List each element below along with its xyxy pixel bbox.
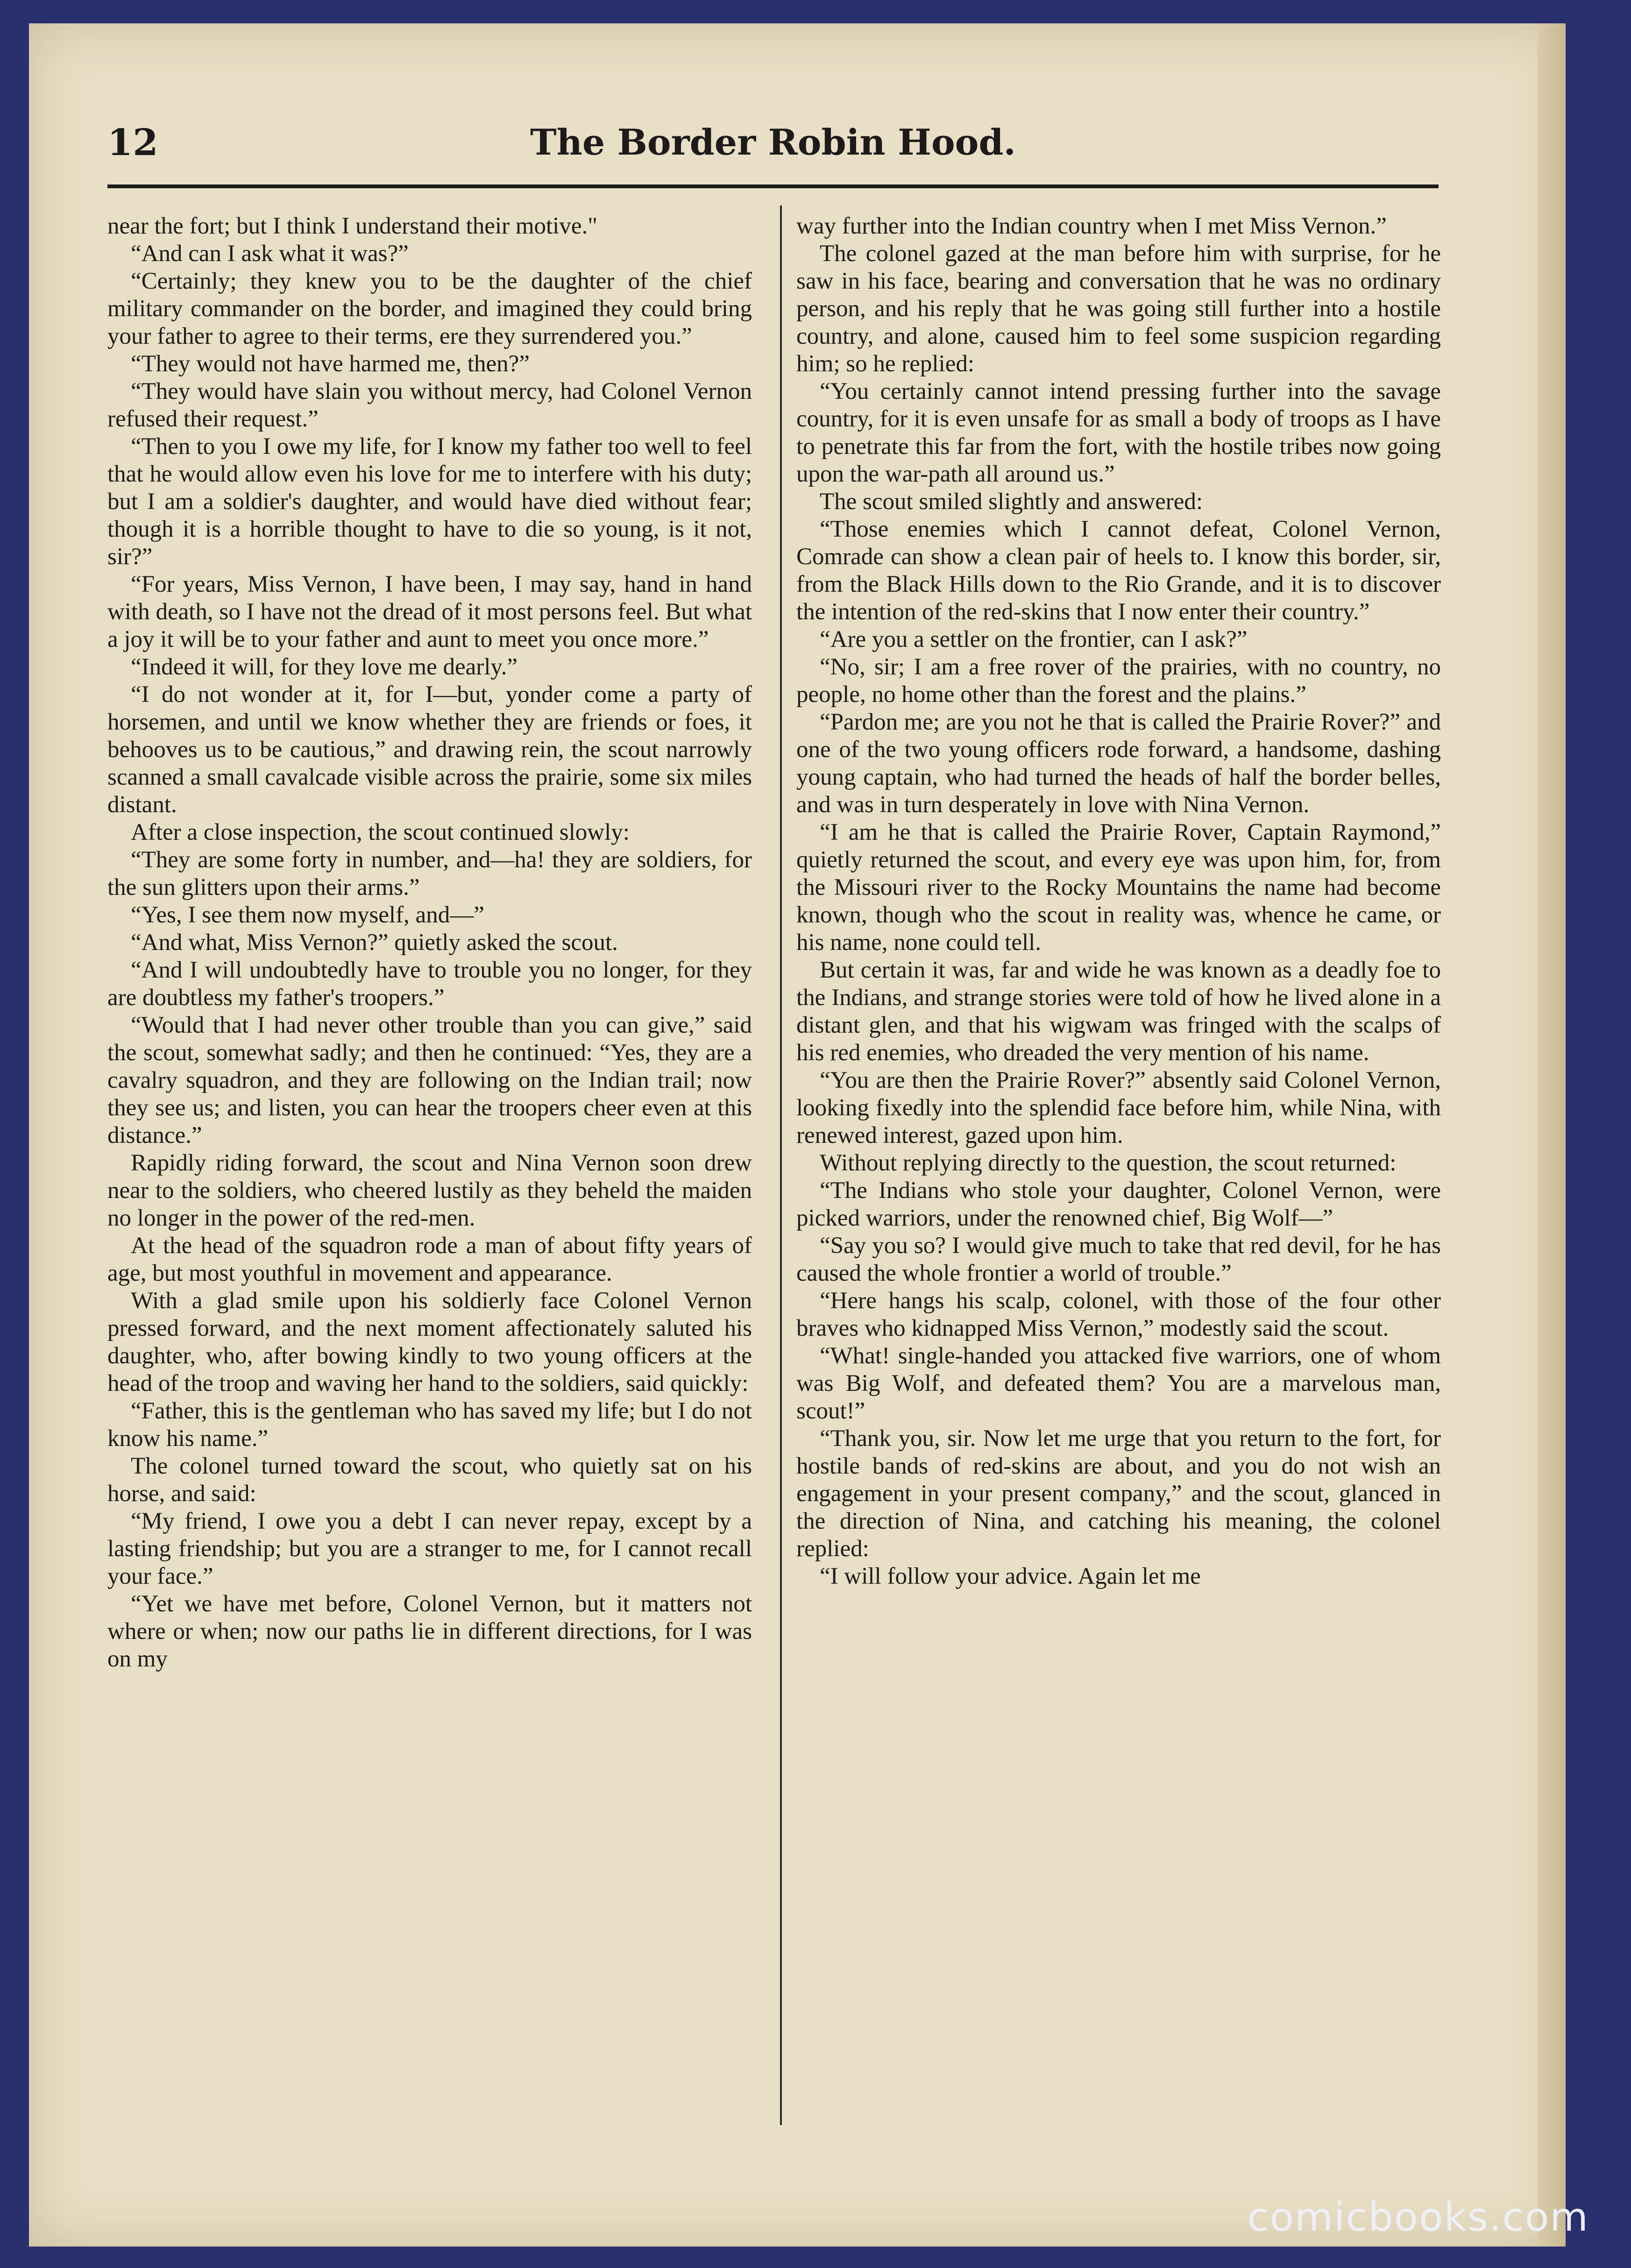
paragraph: “The Indians who stole your daughter, Colonel Vernon, were picked warriors, under the renowned chief, Big Wolf—”: [796, 1177, 1441, 1231]
paragraph: The scout smiled slightly and answered:: [820, 489, 1203, 515]
paragraph: “My friend, I owe you a debt I can never repay, except by a lasting friendship; but you are a stranger to me, for I cannot recall your face.”: [107, 1508, 752, 1589]
page-number: 12: [107, 121, 158, 164]
paragraph: “Father, this is the gentleman who has saved my life; but I do not know his name.”: [107, 1398, 752, 1452]
column-divider: [780, 206, 782, 2125]
binding-notch: [1598, 2083, 1631, 2102]
paragraph: But certain it was, far and wide he was known as a deadly foe to the Indians, and strange stories were told of how he lived alone in a distant glen, and that his wigwam was fringed with the scalps of his red enemies, who dreaded the very mention of his name.: [796, 957, 1441, 1066]
right-column: [796, 213, 1441, 2151]
paragraph: “Yes, I see them now myself, and—”: [131, 902, 484, 928]
paragraph: “Then to you I owe my life, for I know my father too well to feel that he would allow even his love for me to interfere with his duty; but I am a soldier's daughter, and would have died without fear; though it is a horrible thought to have to die so young, is it not, sir?”: [107, 433, 752, 570]
paragraph: “They are some forty in number, and—ha! they are soldiers, for the sun glitters upon their arms.”: [107, 847, 752, 900]
paragraph: “For years, Miss Vernon, I have been, I may say, hand in hand with death, so I have not the dread of it most persons feel. But what a joy it will be to your father and aunt to meet you once more.”: [107, 571, 752, 652]
page-spine-edge: [1538, 23, 1566, 2247]
binding-notch: [1598, 869, 1631, 882]
paragraph: The colonel turned toward the scout, who quietly sat on his horse, and said:: [107, 1453, 752, 1507]
paragraph: “I am he that is called the Prairie Rover, Captain Raymond,” quietly returned the scout, and every eye was upon him, for, from the Missouri river to the Rocky Mountains the name had become known, though who the scout in reality was, whence he came, or his name, none could tell.: [796, 819, 1441, 956]
left-column: [107, 213, 752, 2151]
paragraph: way further into the Indian country when I met Miss Vernon.”: [796, 213, 1387, 239]
binding-notch: [1598, 1700, 1631, 1719]
paragraph: After a close inspection, the scout continued slowly:: [131, 819, 630, 845]
paragraph: “I will follow your advice. Again let me: [820, 1563, 1201, 1589]
paragraph: “Are you a settler on the frontier, can I ask?”: [820, 626, 1248, 652]
paragraph: “And I will undoubtedly have to trouble you no longer, for they are doubtless my father's troopers.”: [107, 957, 752, 1011]
paragraph: With a glad smile upon his soldierly face Colonel Vernon pressed forward, and the next moment affectionately saluted his daughter, who, after bowing kindly to two young officers at the head of the troop and waving her hand to the soldiers, said quickly:: [107, 1288, 752, 1396]
paragraph: “Indeed it will, for they love me dearly.”: [131, 654, 518, 680]
page-header: [107, 119, 1439, 170]
paragraph: “Those enemies which I cannot defeat, Colonel Vernon, Comrade can show a clean pair of heels to. I know this border, sir, from the Black Hills down to the Rio Grande, and it is to discover the intention of the red-skins that I now enter their country.”: [796, 516, 1441, 625]
paragraph: Without replying directly to the question, the scout returned:: [820, 1150, 1397, 1176]
paragraph: “What! single-handed you attacked five warriors, one of whom was Big Wolf, and defeated them? You are a marvelous man, scout!”: [796, 1343, 1441, 1424]
header-rule: [107, 184, 1439, 188]
running-title: The Border Robin Hood.: [530, 121, 1016, 163]
binding-notch: [1598, 229, 1631, 248]
paragraph: At the head of the squadron rode a man of about fifty years of age, but most youthful in movement and appearance.: [107, 1233, 752, 1286]
paragraph: “No, sir; I am a free rover of the prairies, with no country, no people, no home other than the forest and the plains.”: [796, 654, 1441, 708]
paragraph: “Would that I had never other trouble than you can give,” said the scout, somewhat sadly; and then he continued: “Yes, they are a cavalry squadron, and they are following on the Indian trail; now they see us; and listen, you can hear the troopers cheer even at this distance.”: [107, 1012, 752, 1148]
paragraph: “I do not wonder at it, for I—but, yonder come a party of horsemen, and until we know whether they are friends or foes, it behooves us to be cautious,” and drawing rein, the scout narrowly scanned a small cavalcade visible across the prairie, some six miles distant.: [107, 681, 752, 818]
paragraph: “They would have slain you without mercy, had Colonel Vernon refused their request.”: [107, 378, 752, 432]
paragraph: “Yet we have met before, Colonel Vernon, but it matters not where or when; now our paths lie in different directions, for I was on my: [107, 1591, 752, 1672]
paragraph: “Certainly; they knew you to be the daughter of the chief military commander on the border, and imagined they could bring your father to agree to their terms, ere they surrendered you.”: [107, 268, 752, 349]
paragraph: “Here hangs his scalp, colonel, with those of the four other braves who kidnapped Miss Vernon,” modestly said the scout.: [796, 1288, 1441, 1341]
paragraph: “And what, Miss Vernon?” quietly asked the scout.: [131, 929, 618, 956]
paragraph: “Say you so? I would give much to take that red devil, for he has caused the whole frontier a world of trouble.”: [796, 1233, 1441, 1286]
paragraph: “And can I ask what it was?”: [131, 241, 409, 267]
paragraph: “Pardon me; are you not he that is called the Prairie Rover?” and one of the two young officers rode forward, a handsome, dashing young captain, who had turned the heads of half the border belles, and was in turn desperately in love with Nina Vernon.: [796, 709, 1441, 818]
paragraph: “You certainly cannot intend pressing further into the savage country, for it is even unsafe for as small a body of troops as I have to penetrate this far from the fort, with the hostile tribes now going upon the war-path all around us.”: [796, 378, 1441, 487]
paragraph: “They would not have harmed me, then?”: [131, 351, 530, 377]
paragraph: “Thank you, sir. Now let me urge that you return to the fort, for hostile bands of red-skins are about, and you do not wish an engagement in your present company,” and the scout, glanced in the direction of Nina, and catching his meaning, the colonel replied:: [796, 1425, 1441, 1562]
paragraph: “You are then the Prairie Rover?” absently said Colonel Vernon, looking fixedly into the splendid face before him, while Nina, with renewed interest, gazed upon him.: [796, 1067, 1441, 1148]
watermark: comicbooks.com: [1247, 2194, 1589, 2240]
paragraph: Rapidly riding forward, the scout and Nina Vernon soon drew near to the soldiers, who cheered lustily as they beheld the maiden no longer in the power of the red-men.: [107, 1150, 752, 1231]
paragraph: near the fort; but I think I understand their motive.": [107, 213, 598, 239]
paragraph: The colonel gazed at the man before him with surprise, for he saw in his face, bearing and conversation that he was no ordinary person, and his reply that he was going still further into a hostile country, and alone, caused him to feel some suspicion regarding him; so he replied:: [796, 241, 1441, 377]
binding-notch: [1580, 532, 1631, 588]
